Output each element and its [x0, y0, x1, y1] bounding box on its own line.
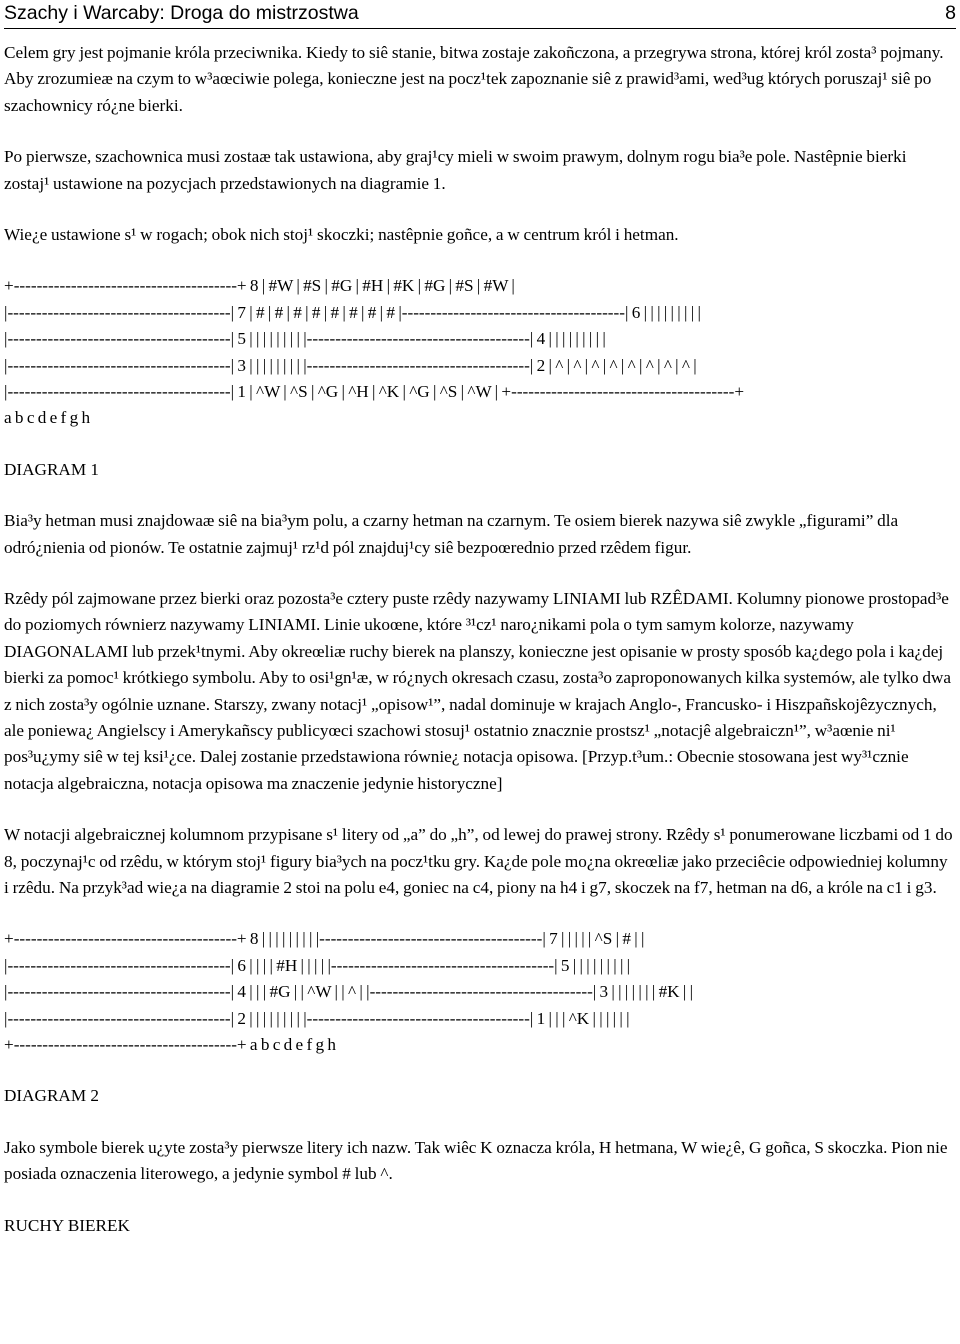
paragraph: Wie¿e ustawione s¹ w rogach; obok nich stoj¹ skoczki; nastêpnie goñce, a w centrum król i hetman. — [4, 225, 679, 245]
paragraph: Celem gry jest pojmanie króla przeciwnika. Kiedy to siê stanie, bitwa zostaje zakoñczona, a przegrywa strona, której król zosta³ pojmany. Aby zrozumieæ na czym to w³aœciwie polega, konieczne jest na pocz¹tek zapoznanie siê z prawid³ami, wed³ug których poruszaj¹ siê po szachownicy ró¿ne bierki. — [4, 43, 944, 115]
diagram-line: a b c d e f g h — [4, 408, 91, 428]
paragraph: Bia³y hetman musi znajdowaæ siê na bia³ym polu, a czarny hetman na czarnym. Te osiem bierek nazywa siê zwykle „figurami” dla odró¿nienia od pionów. Te ostatnie zajmuj¹ rz¹d pól znajduj¹cy siê bezpoœrednio przed rzêdem figur. — [4, 511, 899, 557]
diagram-line: |---------------------------------------| 3 | | | | | | | | |---------------------------------------| 2 | ^ | ^ | ^ | ^ | ^ | ^ | ^ | ^ | — [4, 355, 697, 375]
header-title: Szachy i Warcaby: Droga do mistrzostwa — [4, 2, 359, 24]
diagram-line: +---------------------------------------+ 8 | #W | #S | #G | #H | #K | #G | #S | #W | — [4, 276, 515, 296]
diagram-line: |---------------------------------------| 7 | # | # | # | # | # | # | # | # |---------------------------------------| 6 | | | | | | | | | — [4, 302, 701, 322]
document-body — [4, 40, 954, 1239]
paragraph: Po pierwsze, szachownica musi zostaæ tak ustawiona, aby graj¹cy mieli w swoim prawym, dolnym rogu bia³e pole. Nastêpnie bierki zostaj¹ ustawione na pozycjach przedstawionych na diagramie 1. — [4, 147, 907, 193]
diagram-line: |---------------------------------------| 2 | | | | | | | | |---------------------------------------| 1 | | | ^K | | | | | | — [4, 1008, 630, 1028]
diagram-1 — [4, 273, 954, 431]
paragraph: W notacji algebraicznej kolumnom przypisane s¹ litery od „a” do „h”, od lewej do prawej strony. Rzêdy s¹ ponumerowane liczbami od 1 do 8, poczynaj¹c od rzêdu, w którym stoj¹ figury bia³ych na pocz¹tku gry. Ka¿de pole mo¿na okreœliæ jako przeciêcie odpowiedniej kolumny i rzêdu. Na przyk³ad wie¿a na diagramie 2 stoi na polu e4, goniec na c4, piony na h4 i g7, skoczek na f7, hetman na d6, a króle na c1 i g3. — [4, 825, 953, 898]
diagram-line: |---------------------------------------| 5 | | | | | | | | |---------------------------------------| 4 | | | | | | | | | — [4, 329, 606, 349]
page-header — [4, 0, 956, 26]
diagram-line: |---------------------------------------| 1 | ^W | ^S | ^G | ^H | ^K | ^G | ^S | ^W | +---------------------------------------+ — [4, 382, 745, 401]
paragraph: Jako symbole bierek u¿yte zosta³y pierwsze litery ich nazw. Tak wiêc K oznacza króla, H hetmana, W wie¿ê, G goñca, S skoczka. Pion nie posiada oznaczenia literowego, a jedynie symbol # lub ^. — [4, 1137, 948, 1184]
diagram-1-caption: DIAGRAM 1 — [4, 459, 100, 479]
diagram-2-caption: DIAGRAM 2 — [4, 1086, 100, 1106]
diagram-line: +---------------------------------------+ a b c d e f g h — [4, 1035, 336, 1055]
diagram-line: |---------------------------------------| 6 | | | | #H | | | | |---------------------------------------| 5 | | | | | | | | | — [4, 955, 631, 975]
section-heading: RUCHY BIEREK — [4, 1215, 130, 1235]
page-number: 8 — [945, 2, 956, 24]
diagram-2 — [4, 926, 954, 1058]
paragraph: Rzêdy pól zajmowane przez bierki oraz pozosta³e cztery puste rzêdy nazywamy LINIAMI lub RZÊDAMI. Kolumny pionowe prostopad³e do poziomych równierz nazywamy LINIAMI. Linie ukoœne, które ³¹cz¹ naro¿nikami pola o tym samym kolorze, nazywamy DIAGONALAMI lub przek¹tnymi. Aby okreœliæ ruchy bierek na planszy, konieczne jest opisanie w prosty sposób ka¿dego pola i ka¿dej bierki za pomoc¹ krótkiego symbolu. Aby to osi¹gn¹æ, w ró¿nych okresach czasu, zosta³o zaproponowanych kilka systemów, ale tylko dwa z nich zosta³y ogólnie uznane. Starszy, zwany notacj¹ „opisow¹”, nadal dominuje w krajach Anglo-, Francusko- i Hiszpañskojêzycznych, ale poniewa¿ Angielscy i Amerykañscy publicyœci szachowi stosuj¹ ostatnio znacznie prostsz¹ „notacjê algebraiczn¹”, w³aœnie ni¹ pos³u¿ymy siê w tej ksi¹¿ce. Dalej zostanie przedstawiona równie¿ notacja opisowa. [Przyp.t³um.: Obecnie stosowana jest wy³¹cznie notacja algebraiczna, notacja opisowa ma znaczenie jedynie historyczne] — [4, 589, 951, 793]
header-rule — [4, 28, 956, 29]
diagram-line: +---------------------------------------+ 8 | | | | | | | | |---------------------------------------| 7 | | | | | ^S | # | | — [4, 929, 645, 949]
diagram-line: |---------------------------------------| 4 | | | #G | | ^W | | ^ | |---------------------------------------| 3 | | | | | | | #K | | — [4, 982, 694, 1002]
